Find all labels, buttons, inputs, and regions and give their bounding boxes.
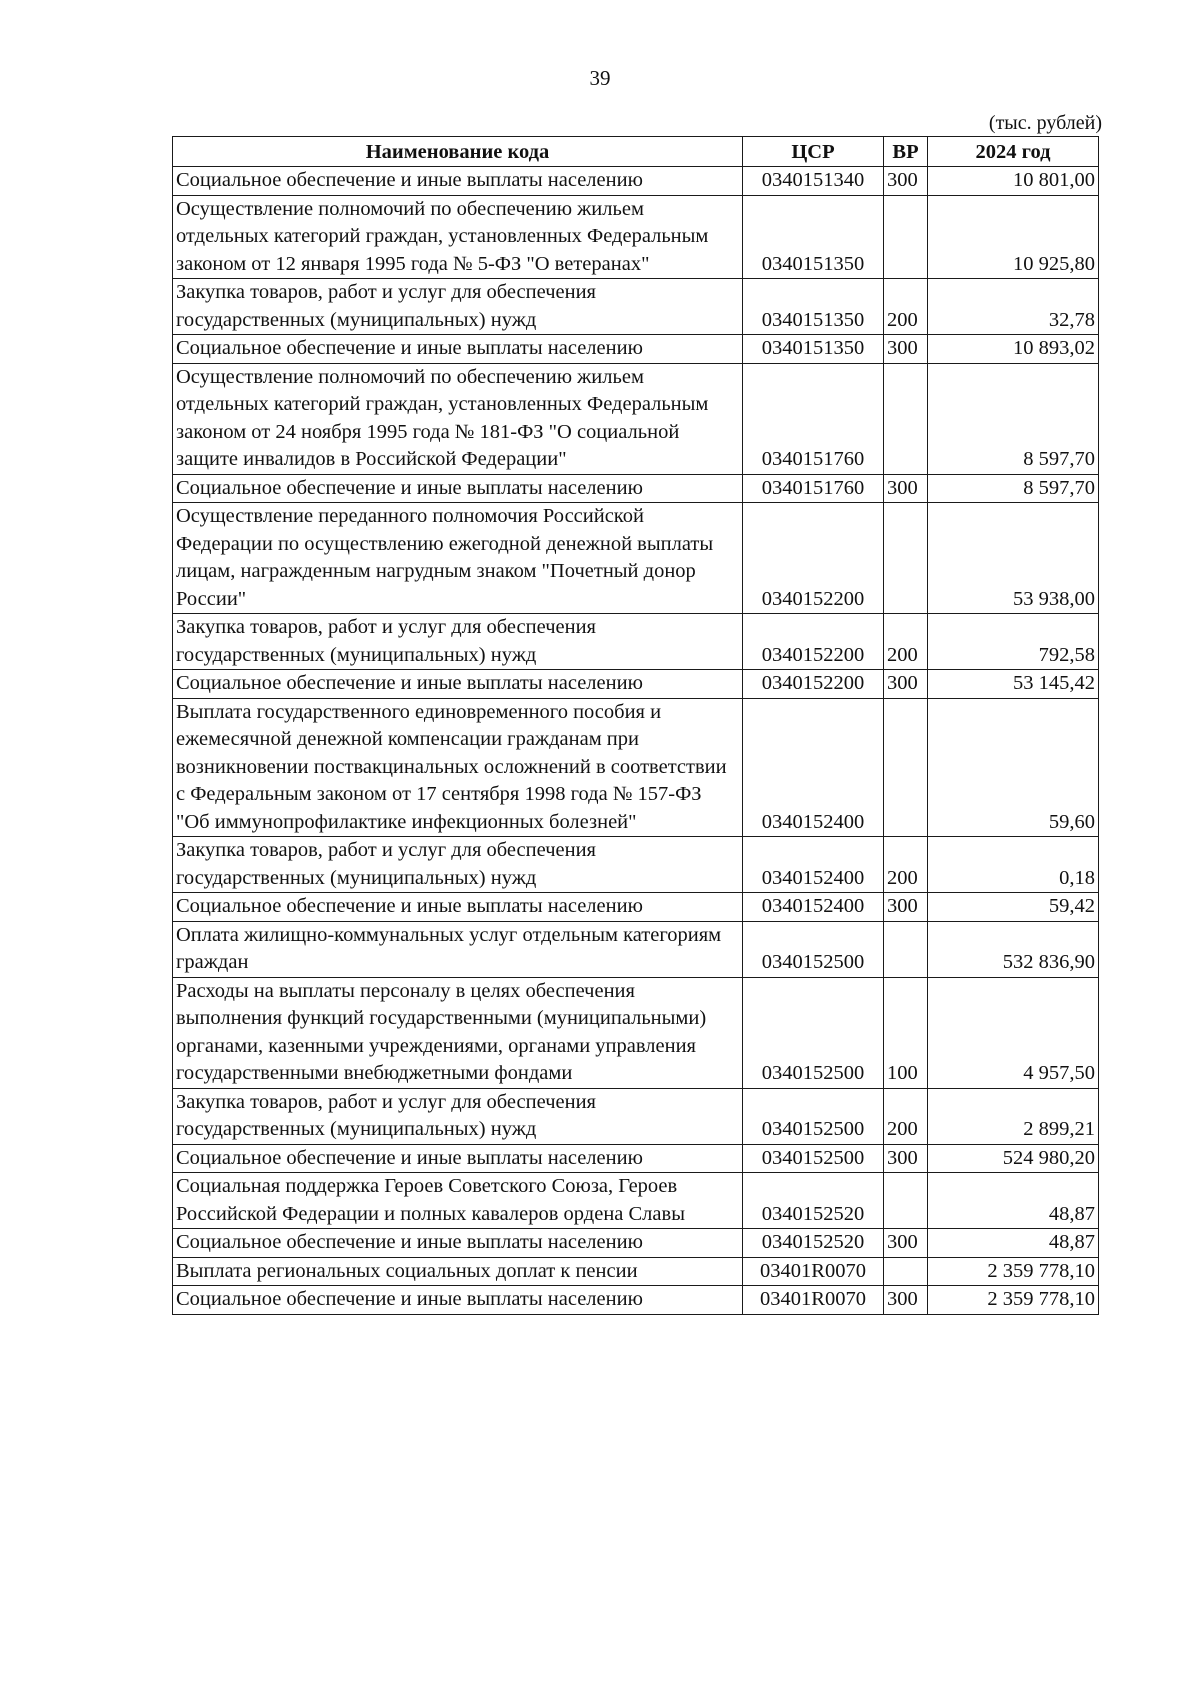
row-name: Осуществление переданного полномочия Российской Федерации по осуществлению ежегодной денежной выплаты лицам, награжденным нагрудным знаком "Почетный донор России" [173, 503, 743, 614]
row-vr: 300 [884, 474, 928, 503]
row-sum: 48,87 [928, 1173, 1099, 1229]
row-vr [884, 503, 928, 614]
row-name: Закупка товаров, работ и услуг для обеспечения государственных (муниципальных) нужд [173, 279, 743, 335]
row-name: Социальное обеспечение и иные выплаты населению [173, 1229, 743, 1258]
row-name: Расходы на выплаты персоналу в целях обеспечения выполнения функций государственными (муниципальными) органами, казенными учреждениями, органами управления государственными внебюджетными фондами [173, 977, 743, 1088]
row-name: Социальное обеспечение и иные выплаты населению [173, 893, 743, 922]
table-row [173, 363, 1099, 474]
row-vr [884, 195, 928, 279]
row-name: Социальное обеспечение и иные выплаты населению [173, 1144, 743, 1173]
row-vr: 200 [884, 614, 928, 670]
table-row [173, 167, 1099, 196]
row-sum: 8 597,70 [928, 474, 1099, 503]
row-sum: 53 938,00 [928, 503, 1099, 614]
row-sum: 32,78 [928, 279, 1099, 335]
table-row [173, 1173, 1099, 1229]
header-row [173, 137, 1099, 167]
row-vr: 200 [884, 1088, 928, 1144]
row-vr [884, 363, 928, 474]
row-vr: 100 [884, 977, 928, 1088]
row-csr: 0340151760 [743, 363, 884, 474]
table-row [173, 837, 1099, 893]
row-name: Закупка товаров, работ и услуг для обеспечения государственных (муниципальных) нужд [173, 837, 743, 893]
table-row [173, 195, 1099, 279]
row-name: Осуществление полномочий по обеспечению жильем отдельных категорий граждан, установленных Федеральным законом от 12 января 1995 года № 5-ФЗ "О ветеранах" [173, 195, 743, 279]
row-sum: 2 359 778,10 [928, 1257, 1099, 1286]
row-name: Оплата жилищно-коммунальных услуг отдельным категориям граждан [173, 921, 743, 977]
table-row [173, 921, 1099, 977]
header-csr: ЦСР [743, 137, 884, 167]
header-name: Наименование кода [173, 137, 743, 167]
row-sum: 10 801,00 [928, 167, 1099, 196]
table-row [173, 335, 1099, 364]
row-csr: 0340152500 [743, 1088, 884, 1144]
row-csr: 0340152500 [743, 921, 884, 977]
row-sum: 532 836,90 [928, 921, 1099, 977]
row-csr: 0340152520 [743, 1173, 884, 1229]
row-sum: 48,87 [928, 1229, 1099, 1258]
row-vr [884, 1257, 928, 1286]
row-name: Выплата государственного единовременного пособия и ежемесячной денежной компенсации гражданам при возникновении поствакцинальных осложнений в соответствии с Федеральным законом от 17 сентября 1998 года № 157-ФЗ "Об иммунопрофилактике инфекционных болезней" [173, 698, 743, 837]
row-vr [884, 921, 928, 977]
row-csr: 0340152200 [743, 503, 884, 614]
row-name: Социальное обеспечение и иные выплаты населению [173, 167, 743, 196]
row-sum: 524 980,20 [928, 1144, 1099, 1173]
row-vr: 300 [884, 893, 928, 922]
row-sum: 59,60 [928, 698, 1099, 837]
table-row [173, 1286, 1099, 1315]
row-name: Социальная поддержка Героев Советского Союза, Героев Российской Федерации и полных кавалеров ордена Славы [173, 1173, 743, 1229]
budget-table [172, 136, 1099, 1315]
header-year: 2024 год [928, 137, 1099, 167]
header-vr: ВР [884, 137, 928, 167]
table-row [173, 614, 1099, 670]
row-vr [884, 1173, 928, 1229]
row-vr: 200 [884, 837, 928, 893]
row-csr: 0340152400 [743, 837, 884, 893]
row-csr: 0340152400 [743, 893, 884, 922]
table-row [173, 1257, 1099, 1286]
row-sum: 792,58 [928, 614, 1099, 670]
row-name: Социальное обеспечение и иные выплаты населению [173, 335, 743, 364]
row-csr: 0340152500 [743, 977, 884, 1088]
row-vr: 300 [884, 1286, 928, 1315]
page-number: 39 [589, 66, 611, 90]
row-csr: 0340152500 [743, 1144, 884, 1173]
table-row [173, 893, 1099, 922]
row-csr: 0340152520 [743, 1229, 884, 1258]
row-csr: 0340152400 [743, 698, 884, 837]
row-csr: 0340152200 [743, 670, 884, 699]
table-row [173, 1144, 1099, 1173]
table-row [173, 1229, 1099, 1258]
units-note: (тыс. рублей) [988, 112, 1102, 134]
row-csr: 0340151340 [743, 167, 884, 196]
row-vr: 300 [884, 335, 928, 364]
row-vr [884, 698, 928, 837]
row-sum: 4 957,50 [928, 977, 1099, 1088]
row-vr: 300 [884, 167, 928, 196]
row-csr: 0340151350 [743, 279, 884, 335]
row-name: Выплата региональных социальных доплат к пенсии [173, 1257, 743, 1286]
table-row [173, 474, 1099, 503]
row-csr: 03401R0070 [743, 1257, 884, 1286]
row-name: Закупка товаров, работ и услуг для обеспечения государственных (муниципальных) нужд [173, 614, 743, 670]
row-csr: 0340151350 [743, 195, 884, 279]
row-sum: 59,42 [928, 893, 1099, 922]
row-name: Социальное обеспечение и иные выплаты населению [173, 670, 743, 699]
row-sum: 0,18 [928, 837, 1099, 893]
row-sum: 8 597,70 [928, 363, 1099, 474]
row-name: Социальное обеспечение и иные выплаты населению [173, 1286, 743, 1315]
table-row [173, 503, 1099, 614]
row-name: Социальное обеспечение и иные выплаты населению [173, 474, 743, 503]
row-sum: 2 899,21 [928, 1088, 1099, 1144]
table-row [173, 1088, 1099, 1144]
table-row [173, 670, 1099, 699]
row-csr: 0340151350 [743, 335, 884, 364]
row-vr: 300 [884, 1144, 928, 1173]
table-row [173, 977, 1099, 1088]
row-csr: 03401R0070 [743, 1286, 884, 1315]
row-sum: 2 359 778,10 [928, 1286, 1099, 1315]
row-sum: 10 893,02 [928, 335, 1099, 364]
row-csr: 0340152200 [743, 614, 884, 670]
row-vr: 300 [884, 1229, 928, 1258]
row-csr: 0340151760 [743, 474, 884, 503]
row-name: Закупка товаров, работ и услуг для обеспечения государственных (муниципальных) нужд [173, 1088, 743, 1144]
row-sum: 10 925,80 [928, 195, 1099, 279]
table-row [173, 698, 1099, 837]
row-sum: 53 145,42 [928, 670, 1099, 699]
table-row [173, 279, 1099, 335]
row-vr: 200 [884, 279, 928, 335]
row-vr: 300 [884, 670, 928, 699]
row-name: Осуществление полномочий по обеспечению жильем отдельных категорий граждан, установленных Федеральным законом от 24 ноября 1995 года № 181-ФЗ "О социальной защите инвалидов в Российской Федерации" [173, 363, 743, 474]
